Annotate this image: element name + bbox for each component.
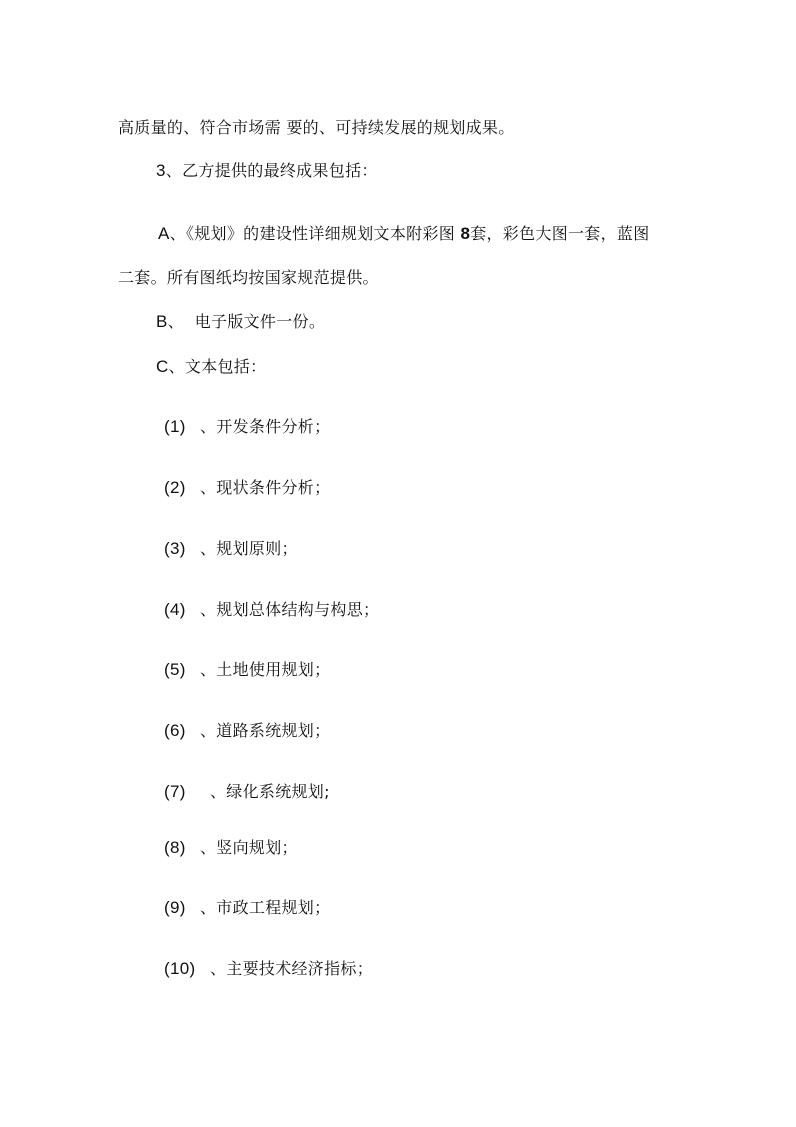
item-a-line-2 (118, 268, 379, 288)
sub-item-text: 、市政工程规划； (200, 898, 331, 917)
sub-item-index: (6) (164, 721, 186, 740)
item-a-text-end: 套，彩色大图一套，蓝图 (470, 224, 650, 243)
sub-item-index: (4) (164, 600, 186, 619)
sub-item-text: 、竖向规划； (200, 838, 298, 857)
sub-item (164, 838, 298, 858)
sub-item (164, 898, 330, 918)
sub-item-index: (8) (164, 838, 186, 857)
sub-item (164, 959, 373, 979)
sub-item-index: (1) (164, 417, 186, 436)
sub-item (164, 417, 330, 437)
sub-item-index: (5) (164, 660, 186, 679)
section-number: 3 (156, 161, 166, 180)
sub-item-text: 、主要技术经济指标； (210, 959, 374, 978)
sub-item-text: 、道路系统规划； (200, 721, 331, 740)
item-c-label: C (156, 357, 169, 376)
item-b (156, 312, 325, 332)
item-a-number: 8 (460, 224, 471, 243)
sub-item (164, 478, 330, 498)
sub-item-text: 、现状条件分析； (200, 478, 331, 497)
sub-item (164, 721, 330, 741)
item-a-text: 、《规划》的建设性详细规划文本附彩图 (169, 224, 461, 243)
paragraph-text: 高质量的、符合市场需 要的、可持续发展的规划成果。 (118, 118, 515, 137)
sub-item-text: 、规划总体结构与构思； (200, 600, 380, 619)
item-a-line-1 (158, 224, 650, 244)
sub-item (164, 660, 330, 680)
section-text: 、乙方提供的最终成果包括： (165, 161, 378, 180)
sub-item-index: (3) (164, 539, 186, 558)
sub-item-index: (2) (164, 478, 186, 497)
item-a-label: A (158, 224, 170, 243)
sub-item-text: 、规划原则； (200, 539, 298, 558)
item-c (156, 357, 266, 377)
item-b-text: 、 电子版文件一份。 (167, 312, 326, 331)
sub-item (164, 539, 298, 559)
item-a-text-continued: 二套。所有图纸均按国家规范提供。 (118, 268, 379, 287)
paragraph-continuation (118, 118, 515, 138)
sub-item-index: (9) (164, 898, 186, 917)
sub-item-index: (7) (164, 782, 186, 801)
item-c-text: 、文本包括： (168, 357, 267, 376)
sub-item-text: 、开发条件分析； (200, 417, 331, 436)
section-3-heading (156, 161, 378, 181)
sub-item-text: 、土地使用规划； (200, 660, 331, 679)
item-b-label: B (156, 312, 168, 331)
sub-item-text: 、绿化系统规划; (210, 782, 330, 801)
sub-item (164, 600, 379, 620)
sub-item (164, 782, 330, 802)
sub-item-index: (10) (164, 959, 196, 978)
